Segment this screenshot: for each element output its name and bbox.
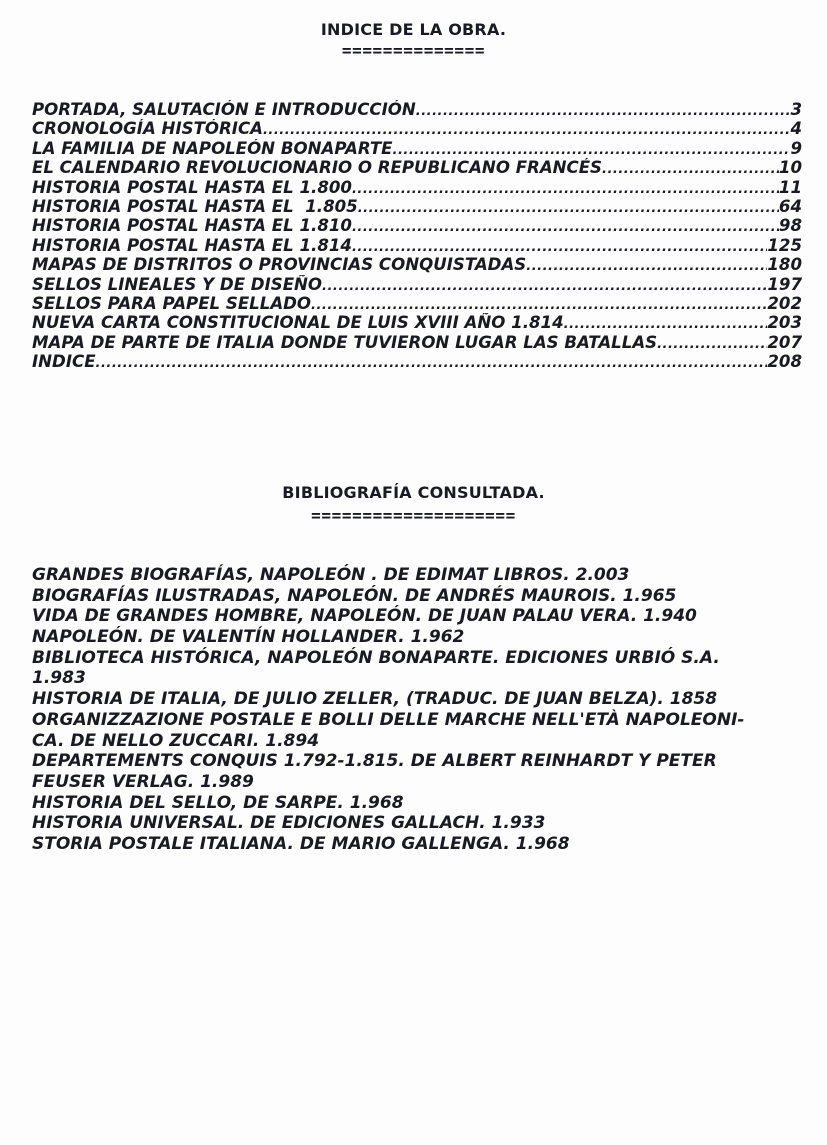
toc-entry-title: CRONOLOGÍA HISTÓRICA — [32, 119, 263, 139]
toc-entry-title: SELLOS LINEALES Y DE DISEÑO — [32, 274, 323, 294]
bibliography-line: VIDA DE GRANDES HOMBRE, NAPOLEÓN. DE JUAN PALAU VERA. 1.940 — [32, 606, 697, 627]
toc-entry-title: HISTORIA POSTAL HASTA EL 1.805 — [32, 196, 358, 216]
bibliography-line: 1.983 — [32, 668, 86, 689]
table-of-contents — [32, 100, 802, 371]
toc-entry-page: 207 — [767, 332, 802, 352]
toc-entry-page: 9 — [790, 138, 802, 158]
index-title-underline: ============== — [341, 41, 486, 60]
index-title: INDICE DE LA OBRA. — [320, 20, 507, 39]
toc-entry-title: PORTADA, SALUTACIÓN E INTRODUCCIÓN — [32, 100, 416, 119]
toc-entry — [32, 352, 802, 371]
toc-entry — [32, 119, 802, 138]
bibliography-list — [32, 565, 812, 855]
toc-entry — [32, 139, 802, 158]
toc-entry-title: INDICE — [32, 352, 96, 372]
toc-leader-dots — [416, 102, 791, 119]
toc-entry — [32, 197, 802, 216]
toc-entry-page: 203 — [767, 313, 802, 333]
bibliography-line: NAPOLEÓN. DE VALENTÍN HOLLANDER. 1.962 — [32, 627, 465, 648]
toc-entry-title: MAPA DE PARTE DE ITALIA DONDE TUVIERON LUGAR LAS BATALLAS — [32, 332, 658, 352]
toc-leader-dots — [352, 238, 767, 255]
toc-entry — [32, 313, 802, 332]
toc-entry — [32, 236, 802, 255]
toc-entry-page: 180 — [767, 255, 802, 275]
toc-entry — [32, 178, 802, 197]
toc-leader-dots — [657, 335, 767, 352]
toc-entry — [32, 255, 802, 274]
toc-leader-dots — [352, 180, 779, 197]
bibliography-line: CA. DE NELLO ZUCCARI. 1.894 — [32, 730, 320, 751]
toc-entry-title: EL CALENDARIO REVOLUCIONARIO O REPUBLICANO FRANCÉS — [32, 158, 603, 178]
bibliography-line: ORGANIZZAZIONE POSTALE E BOLLI DELLE MARCHE NELL'ETÀ NAPOLEONI- — [32, 709, 745, 730]
toc-entry-page: 64 — [778, 196, 802, 216]
toc-leader-dots — [358, 199, 779, 216]
bibliography-line: HISTORIA DE ITALIA, DE JULIO ZELLER, (TRADUC. DE JUAN BELZA). 1858 — [32, 689, 718, 710]
toc-entry-title: SELLOS PARA PAPEL SELLADO — [32, 293, 312, 313]
toc-entry-page: 98 — [778, 216, 802, 236]
toc-leader-dots — [526, 257, 767, 274]
toc-entry — [32, 294, 802, 313]
toc-entry-title: NUEVA CARTA CONSTITUCIONAL DE LUIS XVIII AÑO 1.814 — [32, 313, 564, 333]
toc-entry-page: 125 — [767, 235, 802, 255]
bibliography-line: BIBLIOTECA HISTÓRICA, NAPOLEÓN BONAPARTE. EDICIONES URBIÓ S.A. — [32, 647, 720, 668]
toc-leader-dots — [311, 296, 767, 313]
toc-entry-page: 10 — [778, 158, 802, 178]
toc-entry-page: 3 — [790, 100, 802, 119]
bibliography-line: GRANDES BIOGRAFÍAS, NAPOLEÓN . DE EDIMAT LIBROS. 2.003 — [32, 565, 630, 585]
toc-entry-page: 4 — [790, 119, 802, 139]
toc-entry-page: 202 — [767, 293, 802, 313]
toc-entry-title: HISTORIA POSTAL HASTA EL 1.810 — [32, 216, 352, 236]
toc-leader-dots — [393, 141, 791, 158]
bibliography-title: BIBLIOGRAFÍA CONSULTADA. — [282, 483, 545, 502]
toc-entry-page: 197 — [767, 274, 802, 294]
bibliography-line: FEUSER VERLAG. 1.989 — [32, 771, 254, 792]
toc-entry-title: MAPAS DE DISTRITOS O PROVINCIAS CONQUISTADAS — [32, 255, 527, 275]
bibliography-title-underline: ==================== — [311, 506, 516, 525]
toc-leader-dots — [96, 354, 768, 371]
toc-entry-title: LA FAMILIA DE NAPOLEÓN BONAPARTE — [32, 138, 393, 158]
toc-entry-title: HISTORIA POSTAL HASTA EL 1.814 — [32, 235, 352, 255]
toc-leader-dots — [564, 315, 768, 332]
toc-entry-page: 11 — [778, 177, 802, 197]
bibliography-line: DEPARTEMENTS CONQUIS 1.792-1.815. DE ALBERT REINHARDT Y PETER — [32, 751, 717, 772]
toc-entry-title: HISTORIA POSTAL HASTA EL 1.800 — [32, 177, 352, 197]
bibliography-line: STORIA POSTALE ITALIANA. DE MARIO GALLENGA. 1.968 — [32, 833, 570, 854]
bibliography-line: HISTORIA DEL SELLO, DE SARPE. 1.968 — [32, 792, 404, 813]
bibliography-line: HISTORIA UNIVERSAL. DE EDICIONES GALLACH. 1.933 — [32, 813, 546, 834]
toc-leader-dots — [602, 160, 779, 177]
toc-leader-dots — [263, 121, 790, 138]
toc-entry — [32, 275, 802, 294]
toc-entry — [32, 158, 802, 177]
toc-leader-dots — [322, 277, 767, 294]
toc-leader-dots — [352, 218, 779, 235]
toc-entry — [32, 100, 802, 119]
toc-entry — [32, 333, 802, 352]
toc-entry-page: 208 — [767, 352, 802, 372]
toc-entry — [32, 216, 802, 235]
bibliography-line: BIOGRAFÍAS ILUSTRADAS, NAPOLEÓN. DE ANDRÉS MAUROIS. 1.965 — [32, 585, 677, 606]
